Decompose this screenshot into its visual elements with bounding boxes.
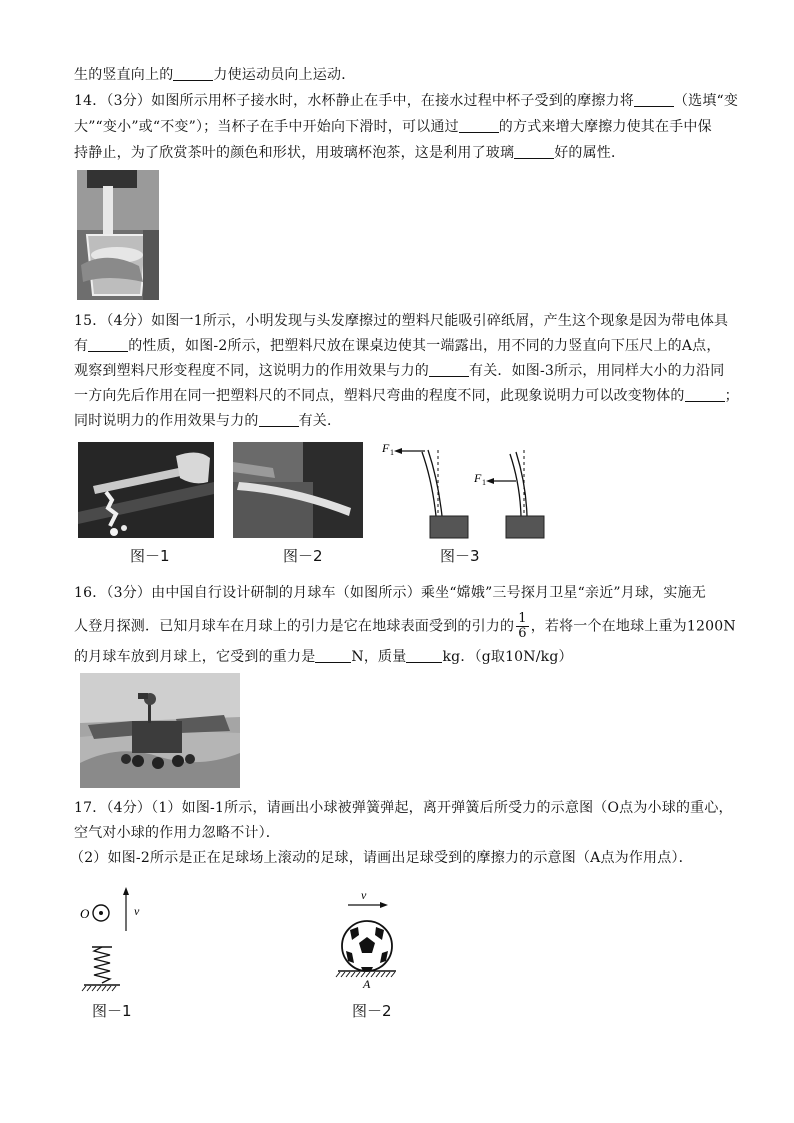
q15-line-3: 观察到塑料尺形变程度不同，这说明力的作用效果与力的 有关．如图-3所示，用同样大小的力沿同 [74,363,725,379]
q17-line-2: 空气对小球的作用力忽略不计）． [74,825,280,841]
spring-icon [94,947,110,983]
svg-text:F: F [382,441,390,455]
q17-line-1: 17．（4分）（1）如图-1所示，请画出小球被弹簧弹起，离开弹簧后所受力的示意图（O点为小球的重心， [74,800,733,816]
ruler-force-diagram [378,440,558,552]
svg-text:1: 1 [482,478,486,487]
velocity-label: v [134,904,140,918]
q15-line-2: 有 的性质，如图-2所示，把塑料尺放在课桌边使其一端露出，用不同的力竖直向下压尺上的A点， [74,338,721,354]
answer-blank[interactable] [259,412,299,427]
q15-line-1: 15．（4分）如图一1所示，小明发现与头发摩擦过的塑料尺能吸引碎纸屑，产生这个现象是因为带电体具 [74,313,729,329]
figure-caption: 图－3 [440,547,480,565]
q16-line-1: 16．（3分）由中国自行设计研制的月球车（如图所示）乘坐“嫦娥”三号探月卫星“亲近”月球，实施无 [74,585,706,601]
q17-line-3: （2）如图-2所示是正在足球场上滚动的足球，请画出足球受到的摩擦力的示意图（A点为作用点）． [70,850,693,866]
center-of-mass-label: O [80,906,90,921]
ruler-desk-photo [233,442,363,538]
football-diagram [330,885,410,997]
cup-water-photo [77,170,159,300]
velocity-label: v [361,888,367,902]
figure-caption: 图－1 [92,1002,132,1020]
q14-line-3: 持静止，为了欣赏茶叶的颜色和形状，用玻璃杯泡茶，这是利用了玻璃 好的属性． [74,145,626,161]
point-a-label: A [363,977,371,991]
q14-line-1: 14．（3分）如图所示用杯子接水时，水杯静止在手中，在接水过程中杯子受到的摩擦力将 （选填“变 [74,93,739,109]
ball-spring-diagram [78,885,158,997]
arrow-up-icon [123,887,129,895]
arrow-right-icon [380,902,388,908]
q13-tail-line: 生的竖直向上的 力使运动员向上运动． [74,67,356,83]
answer-blank[interactable] [634,92,674,107]
figure-caption: 图－1 [130,547,170,565]
figure-caption: 图－2 [352,1002,392,1020]
q16-line-3: 的月球车放到月球上，它受到的重力是 N，质量 kg．（g取10N/kg） [74,649,573,665]
answer-blank[interactable] [429,362,469,377]
answer-blank[interactable] [459,118,499,133]
answer-blank[interactable] [685,387,725,402]
answer-blank[interactable] [406,648,442,663]
svg-text:F: F [474,471,482,485]
figure-caption: 图－2 [283,547,323,565]
ruler-paper-photo [78,442,214,538]
q14-line-2: 大”“变小”或“不变”）；当杯子在手中开始向下滑时，可以通过 的方式来增大摩擦力使其在手中保 [74,119,712,135]
svg-text:1: 1 [390,448,394,457]
q16-line-2: 人登月探测．已知月球车在月球上的引力是它在地球表面受到的引力的 $\frac{1}{6}$ ，若将一个在地球上重为1200N [74,611,736,641]
answer-blank[interactable] [173,66,213,81]
answer-blank[interactable] [88,337,128,352]
q15-line-4: 一方向先后作用在同一把塑料尺的不同点，塑料尺弯曲的程度不同，此现象说明力可以改变物体的 ； [74,388,739,404]
q15-line-5: 同时说明力的作用效果与力的 有关． [74,413,342,429]
answer-blank[interactable] [514,144,554,159]
answer-blank[interactable] [315,648,351,663]
lunar-rover-photo [80,673,240,788]
fraction-one-sixth: $\frac{1}{6}$ [518,611,527,641]
